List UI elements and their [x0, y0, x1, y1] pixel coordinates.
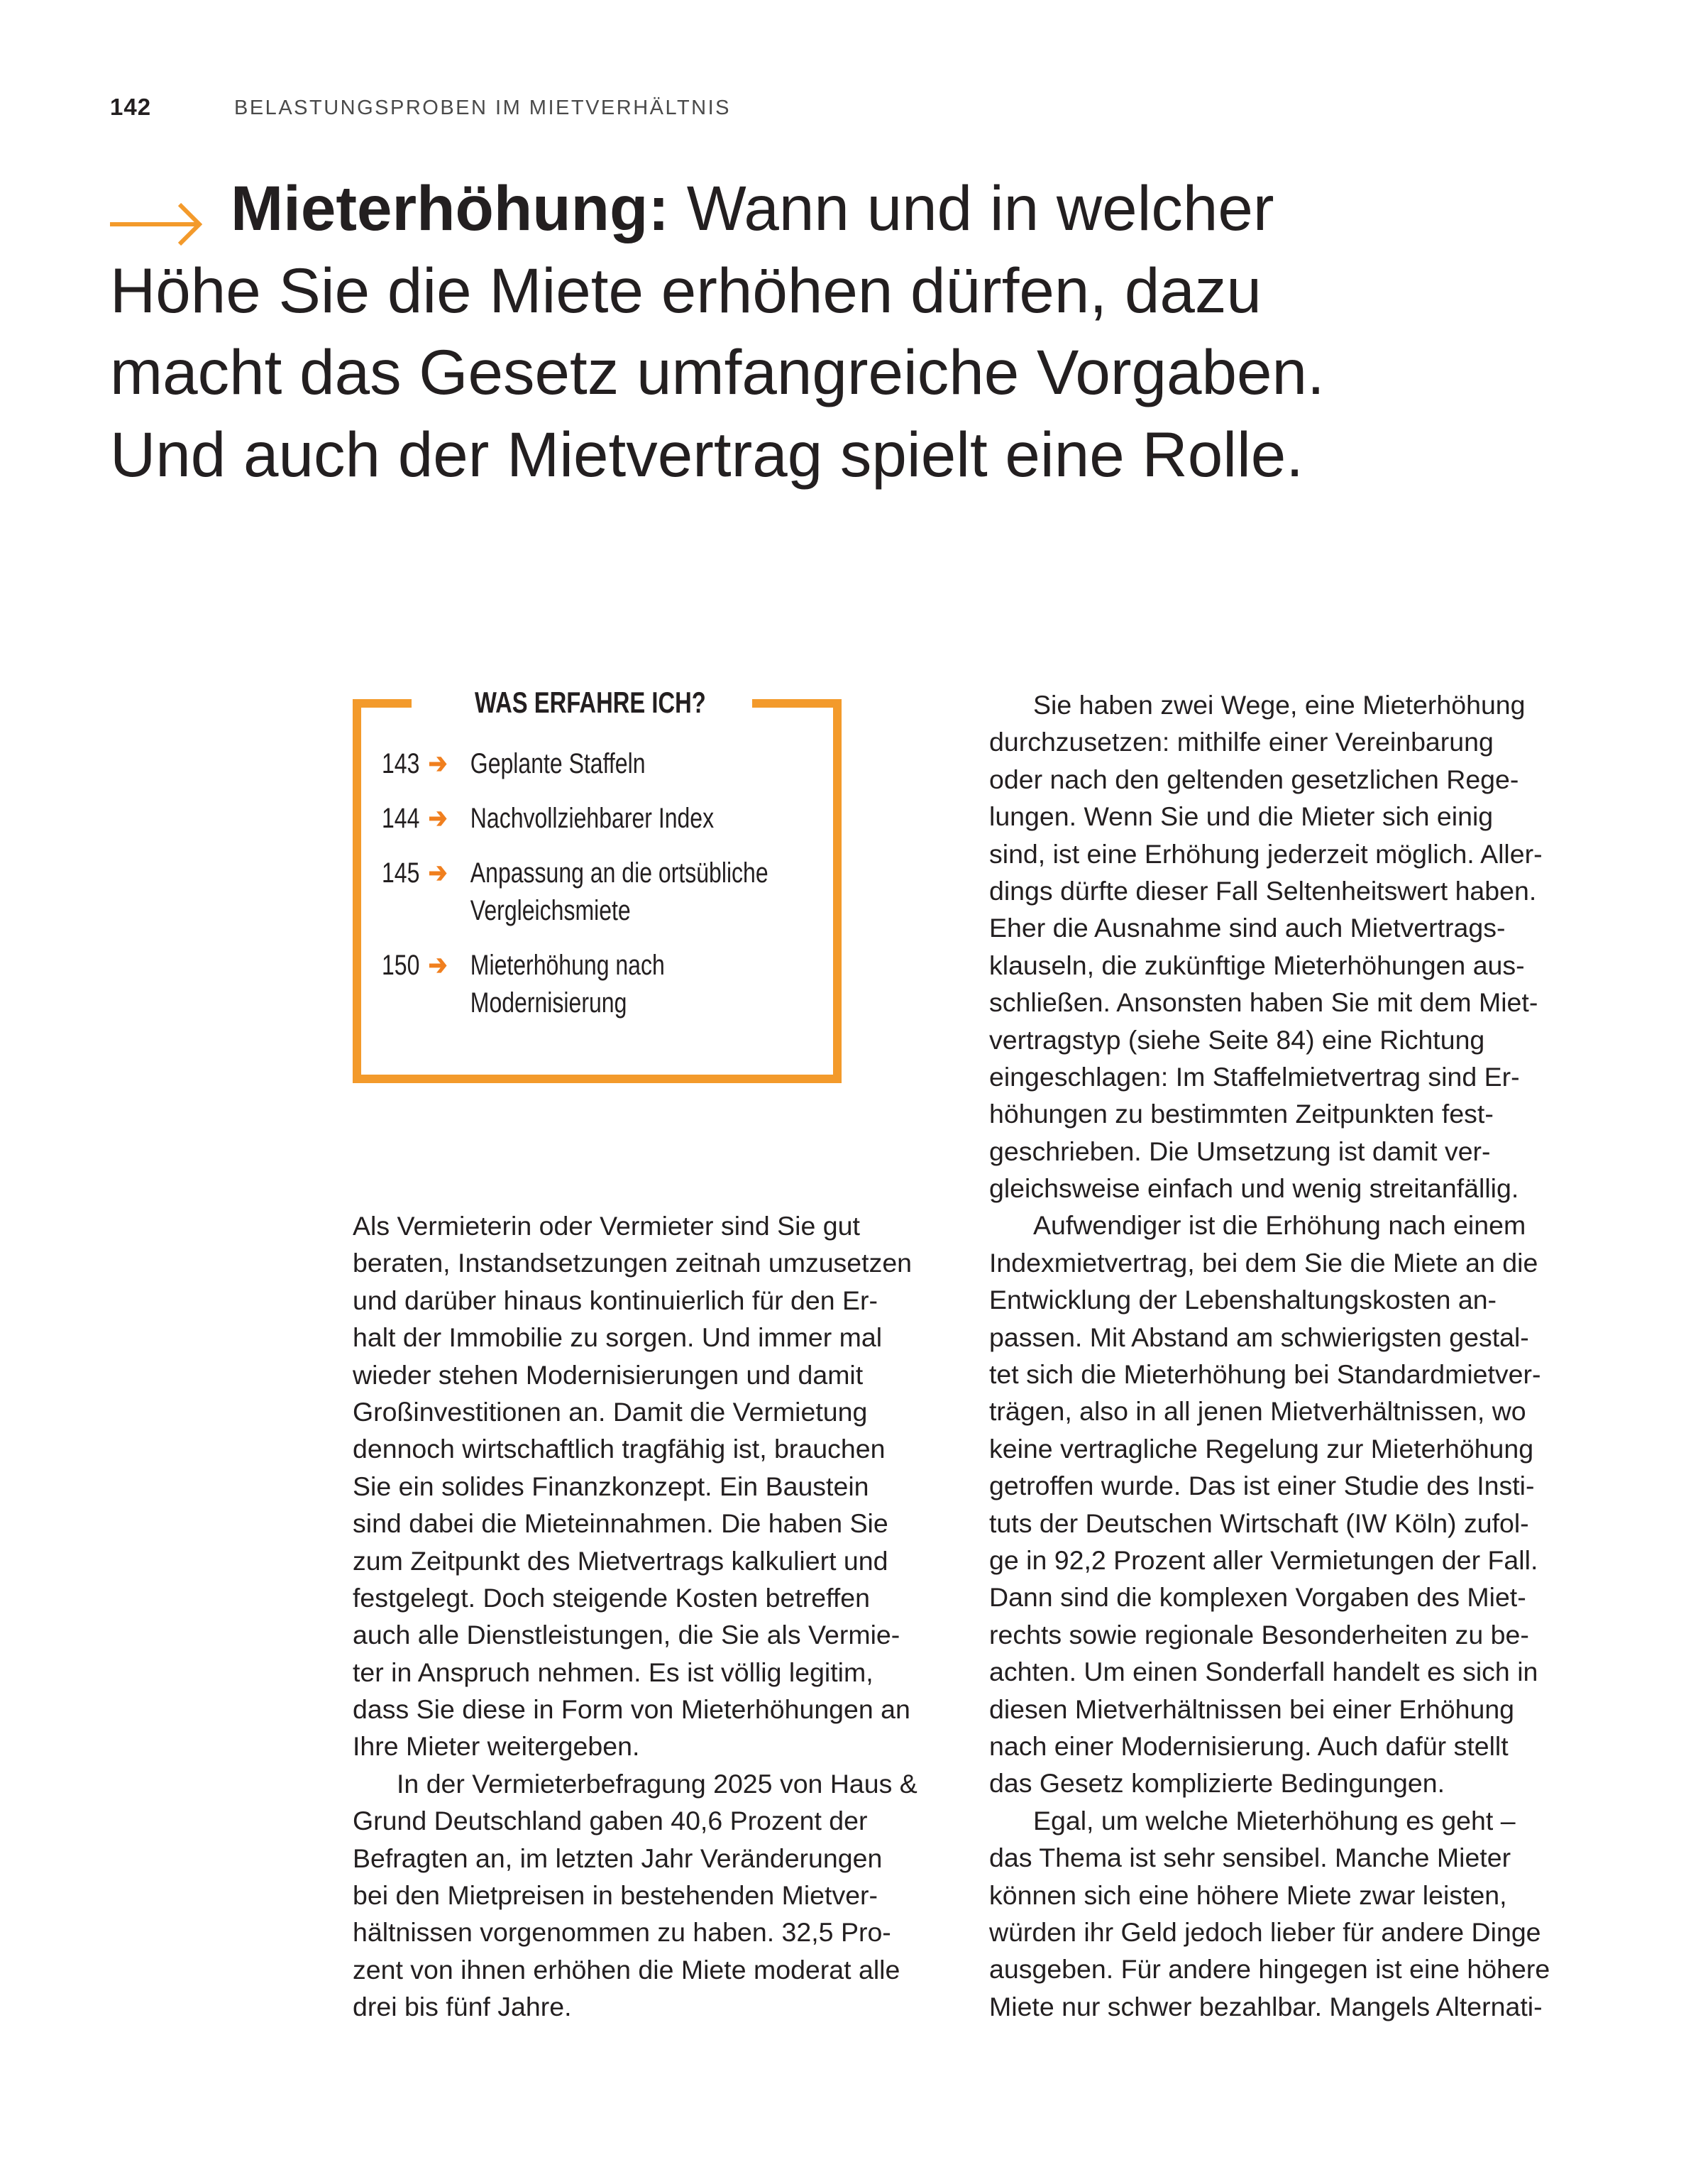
body-text-line: wieder stehen Modernisierungen und damit [353, 1359, 864, 1390]
body-text-line: tet sich die Mieterhöhung bei Standardmietver- [989, 1359, 1541, 1390]
body-text-line: Großinvestitionen an. Damit die Vermietung [353, 1396, 868, 1427]
body-text-line: schließen. Ansonsten haben Sie mit dem Miet- [989, 987, 1538, 1018]
body-text-line: oder nach den geltenden gesetzlichen Rege- [989, 764, 1519, 794]
toc-item [382, 800, 714, 838]
arrow-right-icon [110, 183, 202, 226]
body-text-line: Sie haben zwei Wege, eine Mieterhöhung [1033, 690, 1526, 720]
toc-item-line: Nachvollziehbarer Index [470, 803, 715, 834]
body-text-line: Sie ein solides Finanzkonzept. Ein Baustein [353, 1471, 869, 1501]
toc-item-label [470, 745, 646, 783]
running-head: BELASTUNGSPROBEN IM MIETVERHÄLTNIS [234, 97, 732, 119]
body-text-line: dennoch wirtschaftlich tragfähig ist, brauchen [353, 1434, 886, 1464]
body-text-line: festgelegt. Doch steigende Kosten betreffen [353, 1582, 870, 1613]
body-text-line: und darüber hinaus kontinuierlich für den Er- [353, 1285, 878, 1315]
body-text-line: zum Zeitpunkt des Mietvertrags kalkuliert und [353, 1545, 888, 1576]
body-text-line: diesen Mietverhältnissen bei einer Erhöhung [989, 1694, 1515, 1724]
body-text-line: durchzusetzen: mithilfe einer Vereinbarung [989, 727, 1494, 757]
body-text-line: gleichsweise einfach und wenig streitanfällig. [989, 1173, 1519, 1204]
body-text-line: würden ihr Geld jedoch lieber für andere Dinge [989, 1916, 1541, 1947]
arrow-right-icon: ➔ [428, 857, 448, 889]
page-number: 142 [110, 94, 152, 120]
left-column [353, 1207, 963, 2026]
toc-item [382, 947, 665, 1022]
body-text-line: auch alle Dienstleistungen, die Sie als Vermie- [353, 1620, 900, 1650]
body-text-line: Entwicklung der Lebenshaltungskosten an- [989, 1285, 1497, 1315]
title-text: Wann und in welcher [668, 172, 1274, 243]
body-text-line: Grund Deutschland gaben 40,6 Prozent der [353, 1806, 868, 1836]
arrow-right-icon: ➔ [428, 748, 448, 779]
body-text-line: sind, ist eine Erhöhung jederzeit möglich. Aller- [989, 838, 1543, 869]
body-text-line: keine vertragliche Regelung zur Mieterhöhung [989, 1433, 1534, 1464]
toc-item-label [470, 947, 665, 1022]
body-text-line: bei den Mietpreisen in bestehenden Mietver- [353, 1880, 878, 1911]
body-text-line: trägen, also in all jenen Mietverhältnissen, wo [989, 1396, 1526, 1427]
arrow-right-icon: ➔ [428, 950, 448, 981]
body-text-line: vertragstyp (siehe Seite 84) eine Richtung [989, 1024, 1485, 1055]
toc-item-label [470, 855, 768, 930]
body-text-line: höhungen zu bestimmten Zeitpunkten fest- [989, 1099, 1494, 1129]
toc-item-label [470, 800, 714, 838]
body-text-line: ter in Anspruch nehmen. Es ist völlig legitim, [353, 1657, 873, 1687]
body-text-line: geschrieben. Die Umsetzung ist damit ver- [989, 1136, 1491, 1166]
toc-item-line: Modernisierung [470, 987, 627, 1019]
body-text-line: nach einer Modernisierung. Auch dafür stellt [989, 1730, 1509, 1761]
body-text-line: Befragten an, im letzten Jahr Veränderungen [353, 1843, 883, 1873]
body-text-line: In der Vermieterbefragung 2025 von Haus & [397, 1768, 917, 1799]
body-text-line: rechts sowie regionale Besonderheiten zu be- [989, 1619, 1529, 1650]
body-text-line: Miete nur schwer bezahlbar. Mangels Alternati- [989, 1991, 1543, 2021]
body-text-line: halt der Immobilie zu sorgen. Und immer mal [353, 1322, 883, 1353]
toc-item-line: Anpassung an die ortsübliche [470, 857, 768, 889]
body-text-line: sind dabei die Mieteinnahmen. Die haben Sie [353, 1508, 888, 1539]
toc-item-line: Geplante Staffeln [470, 748, 646, 779]
title-line-4: Und auch der Mietvertrag spielt eine Rolle. [110, 418, 1304, 490]
toc-item [382, 745, 646, 783]
title-line-3: macht das Gesetz umfangreiche Vorgaben. [110, 336, 1325, 407]
body-text-line: eingeschlagen: Im Staffelmietvertrag sind Er- [989, 1061, 1520, 1092]
toc-page-number: 144 [382, 803, 420, 834]
body-text-line: Egal, um welche Mieterhöhung es geht – [1033, 1805, 1516, 1835]
body-text-line: Aufwendiger ist die Erhöhung nach einem [1033, 1210, 1526, 1241]
body-text-line: hältnissen vorgenommen zu haben. 32,5 Pro- [353, 1917, 891, 1948]
body-text-line: dings dürfte dieser Fall Seltenheitswert haben. [989, 875, 1537, 906]
body-text-line: können sich eine höhere Miete zwar leisten, [989, 1880, 1507, 1910]
body-text-line: das Gesetz komplizierte Bedingungen. [989, 1768, 1445, 1799]
body-text-line: Eher die Ausnahme sind auch Mietvertrags- [989, 913, 1506, 943]
body-text-line: zent von ihnen erhöhen die Miete moderat alle [353, 1954, 900, 1985]
body-text-line: Dann sind die komplexen Vorgaben des Miet- [989, 1582, 1526, 1613]
body-text-line: Als Vermieterin oder Vermieter sind Sie gut [353, 1211, 860, 1241]
body-text-line: getroffen wurde. Das ist einer Studie des Insti- [989, 1471, 1535, 1501]
body-text-line: beraten, Instandsetzungen zeitnah umzusetzen [353, 1248, 913, 1278]
chapter-title [110, 168, 1325, 495]
body-text-line: dass Sie diese in Form von Mieterhöhungen an [353, 1694, 910, 1725]
body-text-line: achten. Um einen Sonderfall handelt es sich in [989, 1657, 1538, 1687]
body-text-line: tuts der Deutschen Wirtschaft (IW Köln) zufol- [989, 1508, 1529, 1538]
title-line-1 [110, 168, 1325, 250]
arrow-right-icon: ➔ [428, 803, 448, 834]
body-text-line: Ihre Mieter weitergeben. [353, 1731, 640, 1762]
toc-page-number: 143 [382, 748, 420, 779]
body-text-line: ge in 92,2 Prozent aller Vermietungen der Fall. [989, 1544, 1538, 1575]
body-text-line: lungen. Wenn Sie und die Mieter sich einig [989, 801, 1494, 832]
body-text-line: passen. Mit Abstand am schwierigsten gestal- [989, 1322, 1529, 1352]
body-text-line: Indexmietvertrag, bei dem Sie die Miete an die [989, 1247, 1538, 1278]
toc-box-heading: WAS ERFAHRE ICH? [475, 686, 706, 719]
body-text-line: klauseln, die zukünftige Mieterhöhungen aus- [989, 950, 1525, 980]
body-text-line: das Thema ist sehr sensibel. Manche Mieter [989, 1843, 1511, 1873]
toc-page-number: 150 [382, 950, 420, 981]
body-text-line: ausgeben. Für andere hingegen ist eine höhere [989, 1954, 1550, 1985]
title-line-2: Höhe Sie die Miete erhöhen dürfen, dazu [110, 254, 1262, 326]
title-keyword: Mieterhöhung: [231, 172, 669, 243]
body-text-line: drei bis fünf Jahre. [353, 1992, 572, 2022]
toc-item [382, 855, 768, 930]
right-column [989, 686, 1599, 2025]
toc-item-line: Mieterhöhung nach [470, 950, 665, 981]
toc-item-line: Vergleichsmiete [470, 895, 631, 926]
toc-page-number: 145 [382, 857, 420, 889]
